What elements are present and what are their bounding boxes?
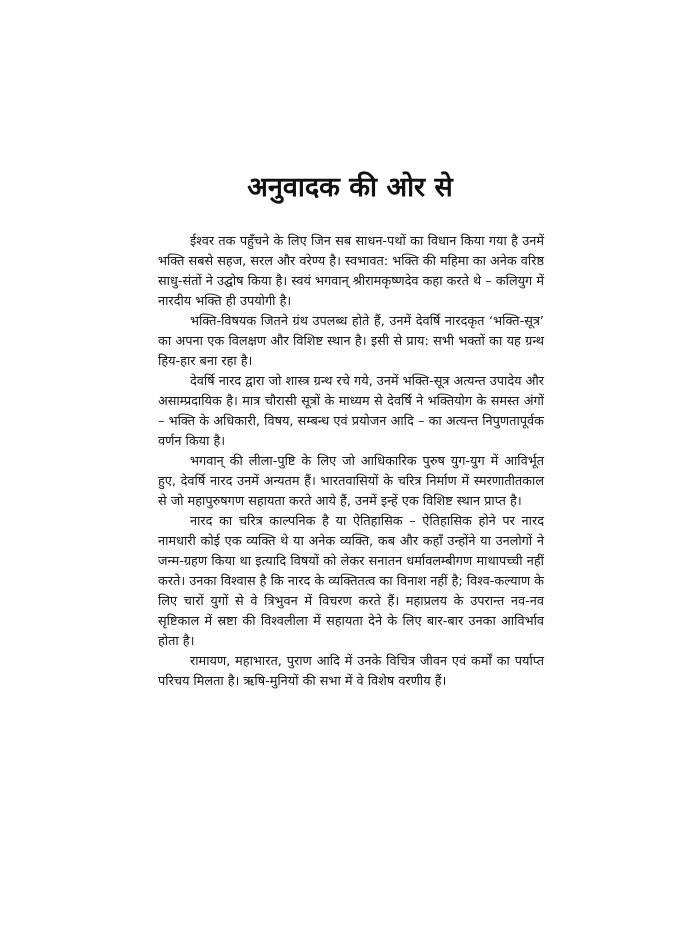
paragraph-3: देवर्षि नारद द्वारा जो शास्त्र ग्रन्थ रचे गये, उनमें भक्ति-सूत्र अत्यन्त उपादेय और असाम्प्रदायिक है। मात्र चौरासी सूत्रों के माध्यम से देवर्षि ने भक्तियोग के समस्त अंगों – भक्ति के अधिकारी, विषय, सम्बन्ध एवं प्रयोजन आदि – का अत्यन्त निपुणतापूर्वक वर्णन किया है। [158, 374, 544, 449]
paragraph-1: ईश्वर तक पहुँचने के लिए जिन सब साधन-पथों का विधान किया गया है उनमें भक्ति सबसे सहज, सरल और वरेण्य है। स्वभावत: भक्ति की महिमा का अनेक वरिष्ठ साधु-संतों ने उद्घोष किया है। स्वयं भगवान् श्रीरामकृष्णदेव कहा करते थे – कलियुग में नारदीय भक्ति ही उपयोगी है। [158, 234, 544, 309]
page-title: अनुवादक की ओर से [247, 172, 453, 203]
paragraph-6: रामायण, महाभारत, पुराण आदि में उनके विचित्र जीवन एवं कर्मों का पर्याप्त परिचय मिलता है। ऋषि-मुनियों की सभा में वे विशेष वरणीय हैं। [158, 654, 544, 689]
paragraph-5: नारद का चरित्र काल्पनिक है या ऐतिहासिक – ऐतिहासिक होने पर नारद नामधारी कोई एक व्यक्ति थे या अनेक व्यक्ति, कब और कहाँ उन्होंने या उनलोगों ने जन्म-ग्रहण किया था इत्यादि विषयों को लेकर सनातन धर्मावलम्बीगण माथापच्ची नहीं करते। उनका विश्वास है कि नारद के व्यक्तितत्व का विनाश नहीं है; विश्व-कल्याण के लिए चारों युगों से वे त्रिभुवन में विचरण करते हैं। महाप्रलय के उपरान्त नव-नव सृष्टिकाल में स्रष्टा की विश्वलीला में सहायता देने के लिए बार-बार उनका आविर्भाव होता है। [158, 514, 544, 649]
paragraph-2: भक्ति-विषयक जितने ग्रंथ उपलब्ध होते हैं, उनमें देवर्षि नारदकृत ‘भक्ति-सूत्र’ का अपना एक विलक्षण और विशिष्ट स्थान है। इसी से प्राय: सभी भक्तों का यह ग्रन्थ हिय-हार बना रहा है। [158, 314, 544, 369]
paragraph-4: भगवान् की लीला-पुष्टि के लिए जो आधिकारिक पुरुष युग-युग में आविर्भूत हुए, देवर्षि नारद उनमें अन्यतम हैं। भारतवासियों के चरित्र निर्माण में स्मरणातीतकाल से जो महापुरुषगण सहायता करते आये हैं, उनमें इन्हें एक विशिष्ट स्थान प्राप्त है। [158, 454, 544, 509]
body-text [158, 232, 544, 692]
